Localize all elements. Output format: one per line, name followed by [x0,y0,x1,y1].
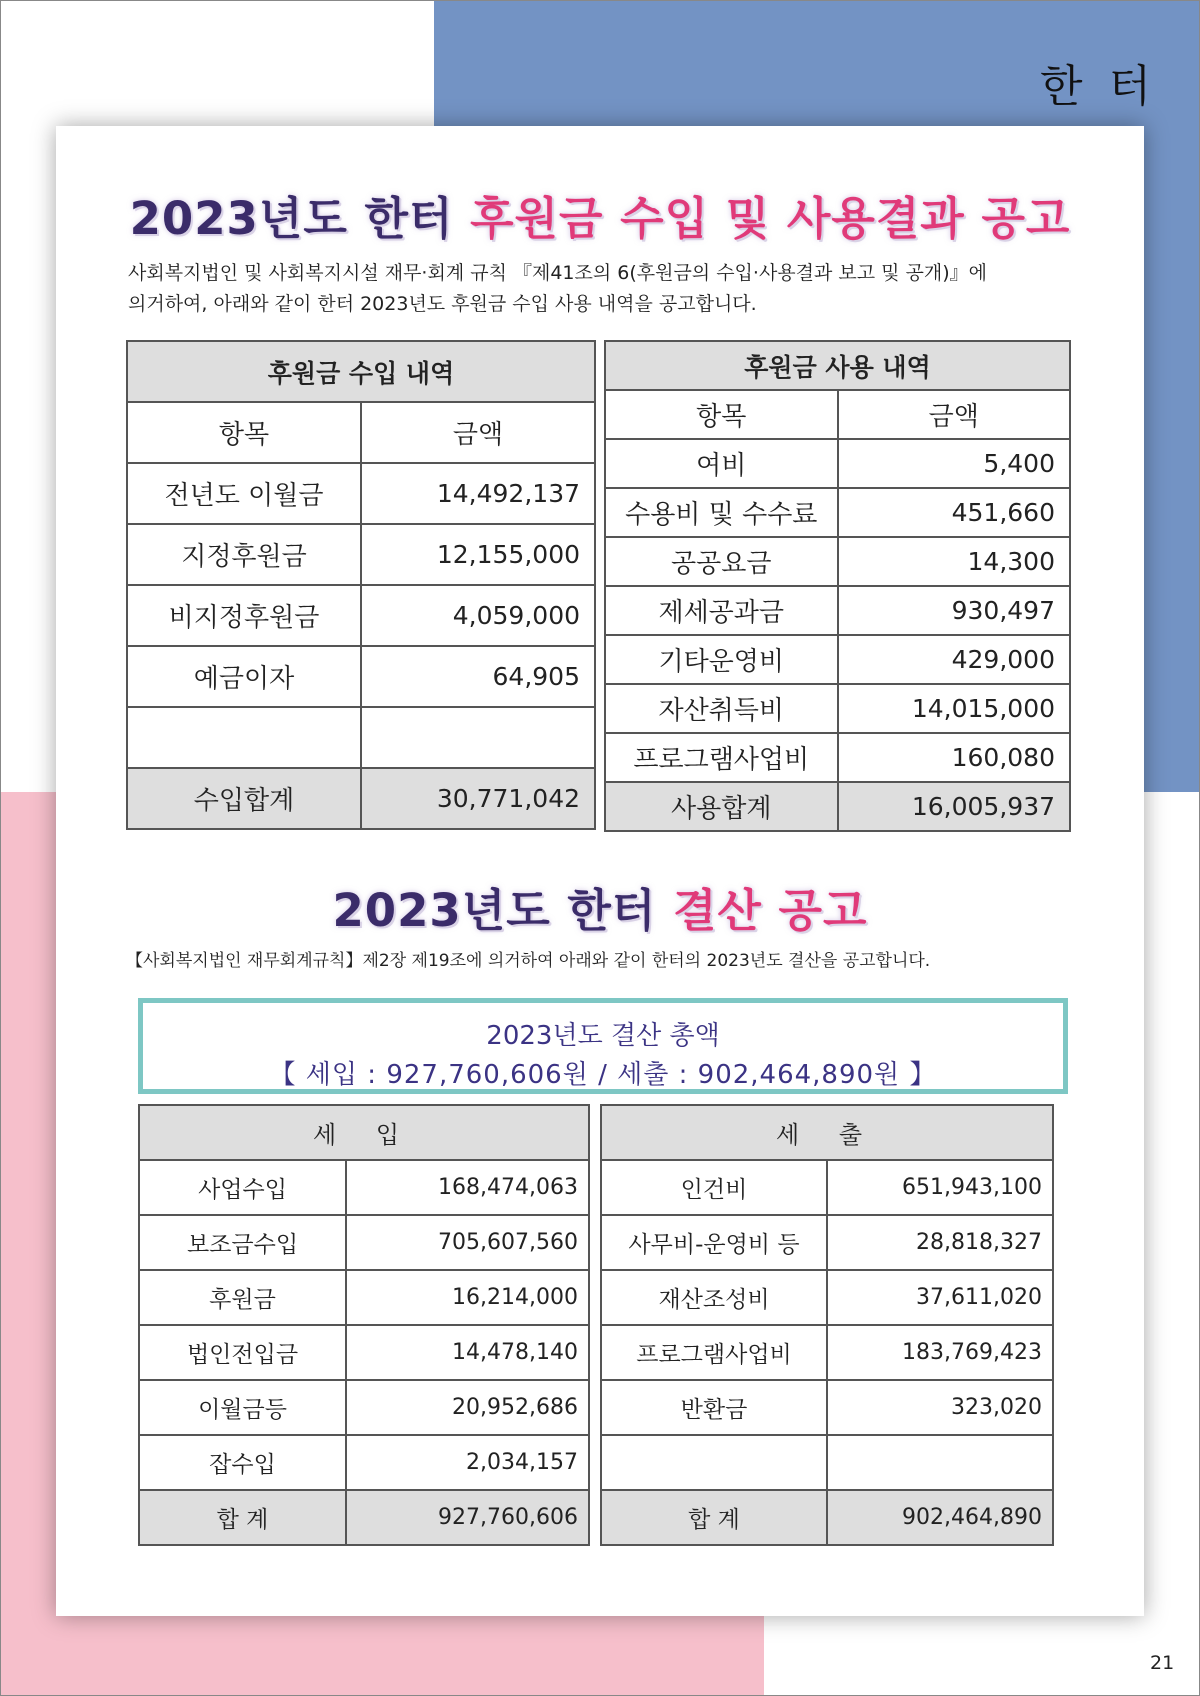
income-row-amount: 14,492,137 [361,463,595,524]
title-dark-part: 2023년도 한터 [332,884,673,937]
summary-title: 2023년도 결산 총액 [486,1021,720,1051]
income-row-amount: 4,059,000 [361,585,595,646]
usage-total-amount: 16,005,937 [838,782,1071,831]
income-row-label: 전년도 이월금 [127,463,361,524]
table-row [139,1160,589,1215]
income-total-row [127,768,595,829]
donation-report-title [56,182,1144,247]
expense-row-amount [827,1435,1053,1490]
income-row-label [127,707,361,768]
income-row-amount: 12,155,000 [361,524,595,585]
expense-row-amount: 323,020 [827,1380,1053,1435]
table-row [605,439,1070,488]
expense-total-amount: 902,464,890 [827,1490,1053,1545]
revenue-table-title: 세 입 [139,1105,589,1160]
expense-row-label: 반환금 [601,1380,827,1435]
expense-total-row [601,1490,1053,1545]
usage-row-label: 프로그램사업비 [605,733,838,782]
donation-usage-table [604,340,1071,832]
title-pink-part: 결산 공고 [672,884,868,937]
revenue-total-amount: 927,760,606 [346,1490,589,1545]
revenue-row-amount: 16,214,000 [346,1270,589,1325]
usage-total-row [605,782,1070,831]
income-row-amount: 64,905 [361,646,595,707]
income-total-amount: 30,771,042 [361,768,595,829]
table-row [605,733,1070,782]
expense-row-amount: 183,769,423 [827,1325,1053,1380]
table-row [601,1380,1053,1435]
table-row [139,1215,589,1270]
table-row [605,488,1070,537]
table-row [139,1435,589,1490]
revenue-total-label: 합 계 [139,1490,346,1545]
income-table-title: 후원금 수입 내역 [127,341,595,402]
settlement-intro-text: 【사회복지법인 재무회계규칙】제2장 제19조에 의거하여 아래와 같이 한터의 2023년도 결산을 공고합니다. [126,951,931,971]
revenue-row-label: 이월금등 [139,1380,346,1435]
revenue-row-amount: 20,952,686 [346,1380,589,1435]
usage-row-label: 여비 [605,439,838,488]
expense-table [600,1104,1054,1546]
expense-row-label: 사무비-운영비 등 [601,1215,827,1270]
usage-row-amount: 14,015,000 [838,684,1071,733]
table-row [605,537,1070,586]
settlement-summary-box [138,998,1068,1094]
income-row-amount [361,707,595,768]
revenue-row-label: 사업수입 [139,1160,346,1215]
expense-row-label: 프로그램사업비 [601,1325,827,1380]
revenue-table [138,1104,590,1546]
income-total-label: 수입합계 [127,768,361,829]
revenue-row-amount: 14,478,140 [346,1325,589,1380]
expense-total-label: 합 계 [601,1490,827,1545]
usage-col-item: 항목 [605,390,838,439]
table-row [601,1325,1053,1380]
income-col-amount: 금액 [361,402,595,463]
expense-row-amount: 651,943,100 [827,1160,1053,1215]
page-number: 21 [1150,1652,1175,1674]
usage-row-amount: 429,000 [838,635,1071,684]
usage-row-amount: 451,660 [838,488,1071,537]
income-row-label: 예금이자 [127,646,361,707]
revenue-row-amount: 168,474,063 [346,1160,589,1215]
table-row [127,524,595,585]
usage-row-label: 수용비 및 수수료 [605,488,838,537]
revenue-row-label: 법인전입금 [139,1325,346,1380]
table-row [605,586,1070,635]
expense-row-label: 인건비 [601,1160,827,1215]
table-row [127,646,595,707]
expense-row-label [601,1435,827,1490]
usage-row-label: 공공요금 [605,537,838,586]
table-row [127,463,595,524]
intro-line-1: 사회복지법인 및 사회복지시설 재무·회계 규칙 『제41조의 6(후원금의 수입·사용결과 보고 및 공개)』에 [128,262,988,284]
usage-col-amount: 금액 [838,390,1071,439]
table-row [127,585,595,646]
income-row-label: 지정후원금 [127,524,361,585]
usage-row-amount: 5,400 [838,439,1071,488]
income-row-label: 비지정후원금 [127,585,361,646]
usage-row-amount: 160,080 [838,733,1071,782]
title-dark-part: 2023년도 한터 [129,192,471,245]
usage-table-title: 후원금 사용 내역 [605,341,1070,390]
expense-row-amount: 37,611,020 [827,1270,1053,1325]
table-row [139,1270,589,1325]
revenue-row-label: 후원금 [139,1270,346,1325]
usage-row-amount: 930,497 [838,586,1071,635]
table-row [601,1160,1053,1215]
table-row [601,1435,1053,1490]
table-row [601,1270,1053,1325]
usage-row-label: 제세공과금 [605,586,838,635]
table-row [139,1380,589,1435]
table-row [127,707,595,768]
usage-row-label: 자산취득비 [605,684,838,733]
brand-title: 한 터 [1040,61,1157,112]
table-row [601,1215,1053,1270]
table-row [605,635,1070,684]
usage-row-label: 기타운영비 [605,635,838,684]
table-row [605,684,1070,733]
title-pink-part: 후원금 수입 및 사용결과 공고 [470,192,1071,245]
expense-row-label: 재산조성비 [601,1270,827,1325]
revenue-row-label: 잡수입 [139,1435,346,1490]
revenue-row-amount: 2,034,157 [346,1435,589,1490]
content-card [56,126,1144,1616]
donation-intro-text [128,258,1088,320]
donation-income-table [126,340,596,830]
usage-row-amount: 14,300 [838,537,1071,586]
expense-row-amount: 28,818,327 [827,1215,1053,1270]
revenue-row-amount: 705,607,560 [346,1215,589,1270]
summary-values: 【 세입 : 927,760,606원 / 세출 : 902,464,890원 】 [269,1060,937,1090]
table-row [139,1325,589,1380]
income-col-item: 항목 [127,402,361,463]
revenue-row-label: 보조금수입 [139,1215,346,1270]
revenue-total-row [139,1490,589,1545]
settlement-title [56,874,1144,939]
usage-total-label: 사용합계 [605,782,838,831]
intro-line-2: 의거하여, 아래와 같이 한터 2023년도 후원금 수입 사용 내역을 공고합니다. [128,293,757,315]
expense-table-title: 세 출 [601,1105,1053,1160]
